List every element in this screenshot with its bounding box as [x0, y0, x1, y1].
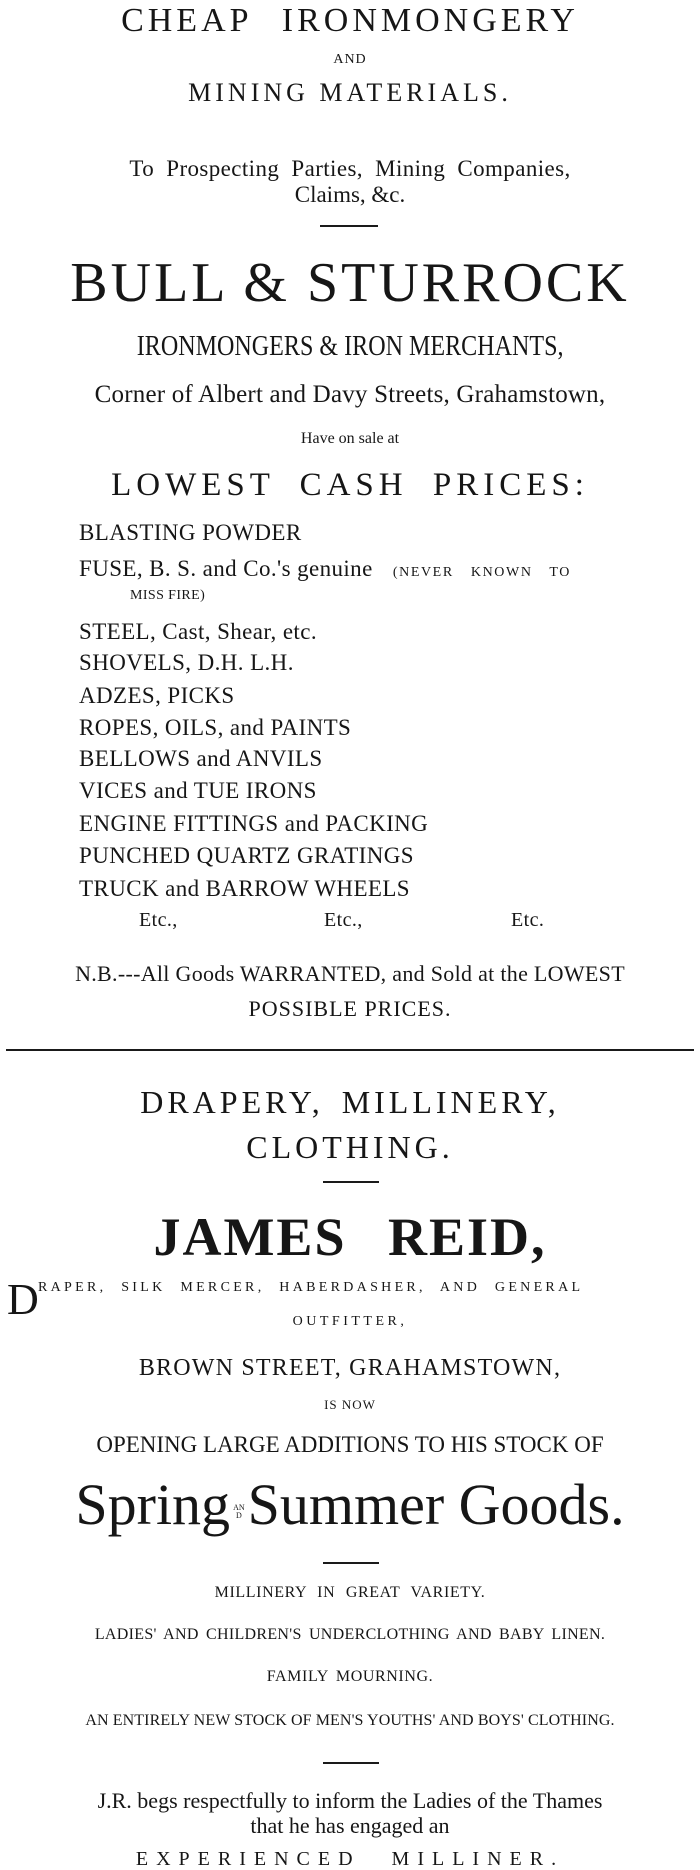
fuse-label: FUSE, B. S. and Co.'s genuine [79, 556, 373, 581]
drapery-headline-2: CLOTHING. [246, 1129, 454, 1165]
feature-line: MILLINERY IN GREAT VARIETY. [214, 1584, 486, 1601]
opening-line: OPENING LARGE ADDITIONS TO HIS STOCK OF [96, 1432, 604, 1457]
on-sale-text: Have on sale at [300, 430, 400, 447]
closing-line-3: EXPERIENCED MILLINER. [135, 1848, 565, 1870]
address-line-1: To Prospecting Parties, Mining Companies, [129, 156, 571, 181]
closing-line-2: that he has engaged an [250, 1813, 450, 1838]
closing-line-1: J.R. begs respectfully to inform the Ladies of the Thames [97, 1788, 603, 1813]
and-ornament-top: AN [233, 1503, 245, 1512]
feature-line: FAMILY MOURNING. [266, 1668, 434, 1685]
fuse-note-continued: MISS FIRE) [130, 588, 206, 603]
address-line-2: Claims, &c. [294, 182, 406, 207]
nb-line-2: POSSIBLE PRICES. [248, 996, 452, 1021]
divider [323, 1181, 379, 1183]
drapery-headline-1: DRAPERY, MILLINERY, [140, 1084, 560, 1120]
and-ornament-bottom: D [235, 1511, 242, 1520]
list-item: PUNCHED QUARTZ GRATINGS [79, 843, 414, 868]
fuse-note: (NEVER KNOWN TO [392, 565, 571, 580]
trade-text: IRONMONGERS & IRON MERCHANTS, [136, 331, 564, 362]
section-divider [6, 1049, 694, 1051]
etc-2: Etc., [324, 909, 363, 931]
summer-goods-words: Summer Goods. [247, 1472, 625, 1537]
etc-3: Etc. [511, 909, 545, 931]
list-item: BELLOWS and ANVILS [79, 746, 323, 771]
street-address: BROWN STREET, GRAHAMSTOWN, [138, 1355, 562, 1381]
dropcap: D [7, 1275, 39, 1324]
etc-1: Etc., [139, 909, 178, 931]
list-item: BLASTING POWDER [79, 520, 302, 545]
subheadline: MINING MATERIALS. [188, 78, 512, 107]
trade-line [0, 333, 700, 361]
list-item: SHOVELS, D.H. L.H. [79, 650, 294, 675]
divider [323, 1562, 379, 1564]
price-banner: LOWEST CASH PRICES: [111, 467, 589, 503]
spring-word: Spring [75, 1472, 231, 1537]
location: Corner of Albert and Davy Streets, Grahamstown, [94, 381, 606, 408]
list-item: ADZES, PICKS [79, 683, 235, 708]
list-item: ROPES, OILS, and PAINTS [79, 715, 352, 740]
spring-summer-banner [0, 1472, 700, 1537]
and-word: AND [333, 52, 367, 67]
feature-line: LADIES' AND CHILDREN'S UNDERCLOTHING AND BABY LINEN. [94, 1626, 606, 1643]
trades-line-1: RAPER, SILK MERCER, HABERDASHER, AND GENERAL [38, 1280, 584, 1295]
feature-line: AN ENTIRELY NEW STOCK OF MEN'S YOUTHS' AND BOYS' CLOTHING. [85, 1712, 615, 1729]
list-item-fuse [79, 557, 571, 580]
headline: CHEAP IRONMONGERY [121, 2, 579, 39]
list-item: ENGINE FITTINGS and PACKING [79, 811, 429, 836]
list-item: TRUCK and BARROW WHEELS [79, 876, 410, 901]
divider [320, 225, 378, 227]
list-item: VICES and TUE IRONS [79, 778, 317, 803]
merchant-name: JAMES REID, [153, 1207, 547, 1267]
is-now: IS NOW [324, 1397, 376, 1412]
nb-line-1: N.B.---All Goods WARRANTED, and Sold at the LOWEST [75, 961, 625, 986]
and-ornament [233, 1504, 245, 1520]
list-item: STEEL, Cast, Shear, etc. [79, 619, 317, 644]
trades-line-2: OUTFITTER, [292, 1314, 408, 1329]
divider [323, 1762, 379, 1764]
firm-name: BULL & STURROCK [70, 252, 630, 314]
